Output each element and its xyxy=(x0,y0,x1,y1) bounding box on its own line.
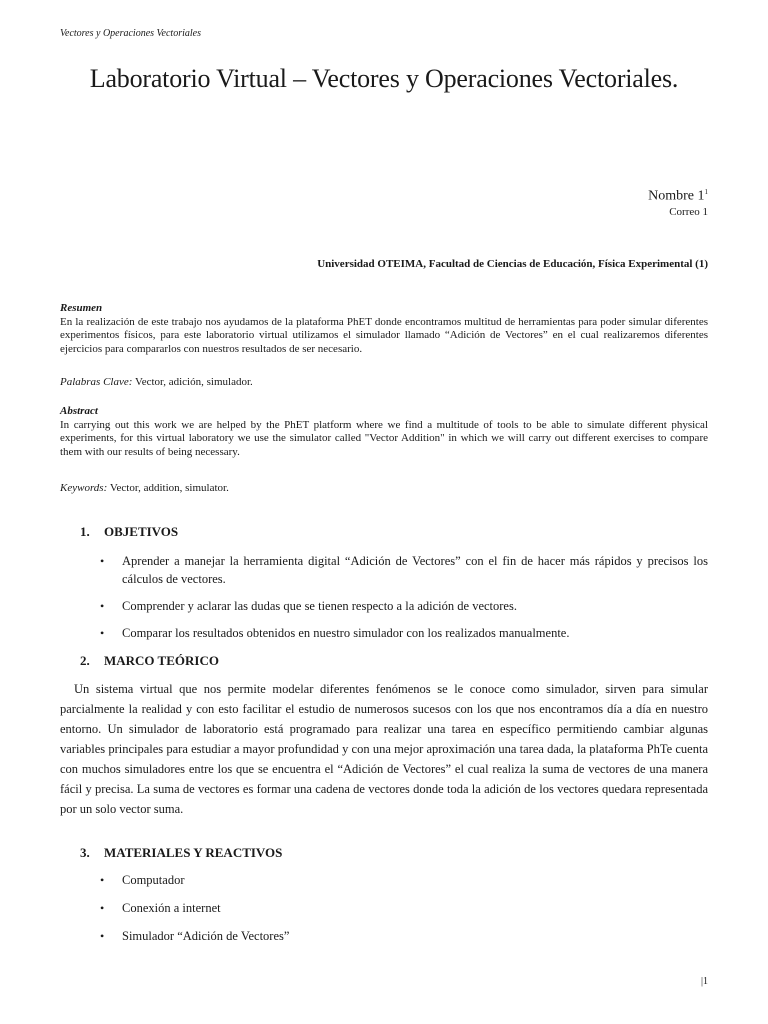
list-item: • Conexión a internet xyxy=(100,899,708,917)
running-header: Vectores y Operaciones Vectoriales xyxy=(60,28,201,39)
list-item: • Comprender y aclarar las dudas que se tienen respecto a la adición de vectores. xyxy=(100,597,708,615)
page-number: |1 xyxy=(700,976,708,987)
abstract-block xyxy=(60,405,708,459)
author-superscript: 1 xyxy=(704,188,708,196)
author-name xyxy=(648,188,708,205)
document-title: Laboratorio Virtual – Vectores y Operaciones Vectoriales. xyxy=(89,64,679,93)
list-item: • Computador xyxy=(100,871,708,889)
affiliation: Universidad OTEIMA, Facultad de Ciencias de Educación, Física Experimental (1) xyxy=(317,258,708,270)
palabras-clave-text: Vector, adición, simulador. xyxy=(132,376,253,388)
section-marco-title xyxy=(80,653,219,669)
keywords-text: Vector, addition, simulator. xyxy=(107,482,229,494)
section-title-text: MATERIALES Y REACTIVOS xyxy=(104,845,283,860)
author-name-text: Nombre 1 xyxy=(648,188,705,204)
section-number: 2. xyxy=(80,653,90,668)
objetivos-list xyxy=(100,552,708,642)
keywords xyxy=(60,482,708,496)
keywords-label: Keywords: xyxy=(60,482,108,494)
section-materiales-title xyxy=(80,845,282,861)
abstract-text: In carrying out this work we are helped by the PhET platform where we find a multitude of tools to be able to simulate different physical experiments, for this virtual laboratory we use the simulator called "Vector Addition" in which we will carry out different exercises to compare them with our results of being necessary. xyxy=(60,418,708,458)
section-number: 3. xyxy=(80,845,90,860)
list-item: • Comparar los resultados obtenidos en nuestro simulador con los realizados manualmente. xyxy=(100,624,708,642)
abstract-heading: Abstract xyxy=(60,405,98,417)
list-item: • Aprender a manejar la herramienta digital “Adición de Vectores” con el fin de hacer más rápidos y precisos los cálculos de vectores. xyxy=(100,552,708,588)
section-title-text: OBJETIVOS xyxy=(104,524,179,539)
section-title-text: MARCO TEÓRICO xyxy=(104,653,219,668)
marco-teorico-paragraph: Un sistema virtual que nos permite modelar diferentes fenómenos se le conoce como simulador, sirven para simular parcialmente la realidad y con esto facilitar el estudio de numerosos sucesos con los que nos encontramos día a día en nuestro entorno. Un simulador de laboratorio está programado para realizar una tarea en específico permitiendo cambiar algunas variables principales para estudiar a mayor profundidad y con una mejor aproximación una tarea dada, la plataforma PhTe cuenta con muchos simuladores entre los que se encuentra el “Adición de Vectores” el cual realiza la suma de vectores de una manera fácil y precisa. La suma de vectores es formar una cadena de vectores donde toda la adición de los vectores quedara representada por un solo vector suma. xyxy=(60,682,708,816)
resumen-heading: Resumen xyxy=(60,302,103,314)
palabras-clave-label: Palabras Clave: xyxy=(60,376,133,388)
list-item: • Simulador “Adición de Vectores” xyxy=(100,927,708,945)
materiales-list xyxy=(100,871,708,945)
palabras-clave xyxy=(60,376,708,390)
section-objetivos-title xyxy=(80,524,178,540)
resumen-block xyxy=(60,302,708,356)
author-email: Correo 1 xyxy=(669,206,708,218)
resumen-text: En la realización de este trabajo nos ayudamos de la plataforma PhET donde encontramos multitud de herramientas para poder simular diferentes experimentos físicos, para este laboratorio virtual utilizamos el simulador llamado “Adición de Vectores” en el cual realizaremos diferentes ejercicios para compararlos con nuestros resultados de ser necesario. xyxy=(60,315,708,355)
section-number: 1. xyxy=(80,524,90,539)
